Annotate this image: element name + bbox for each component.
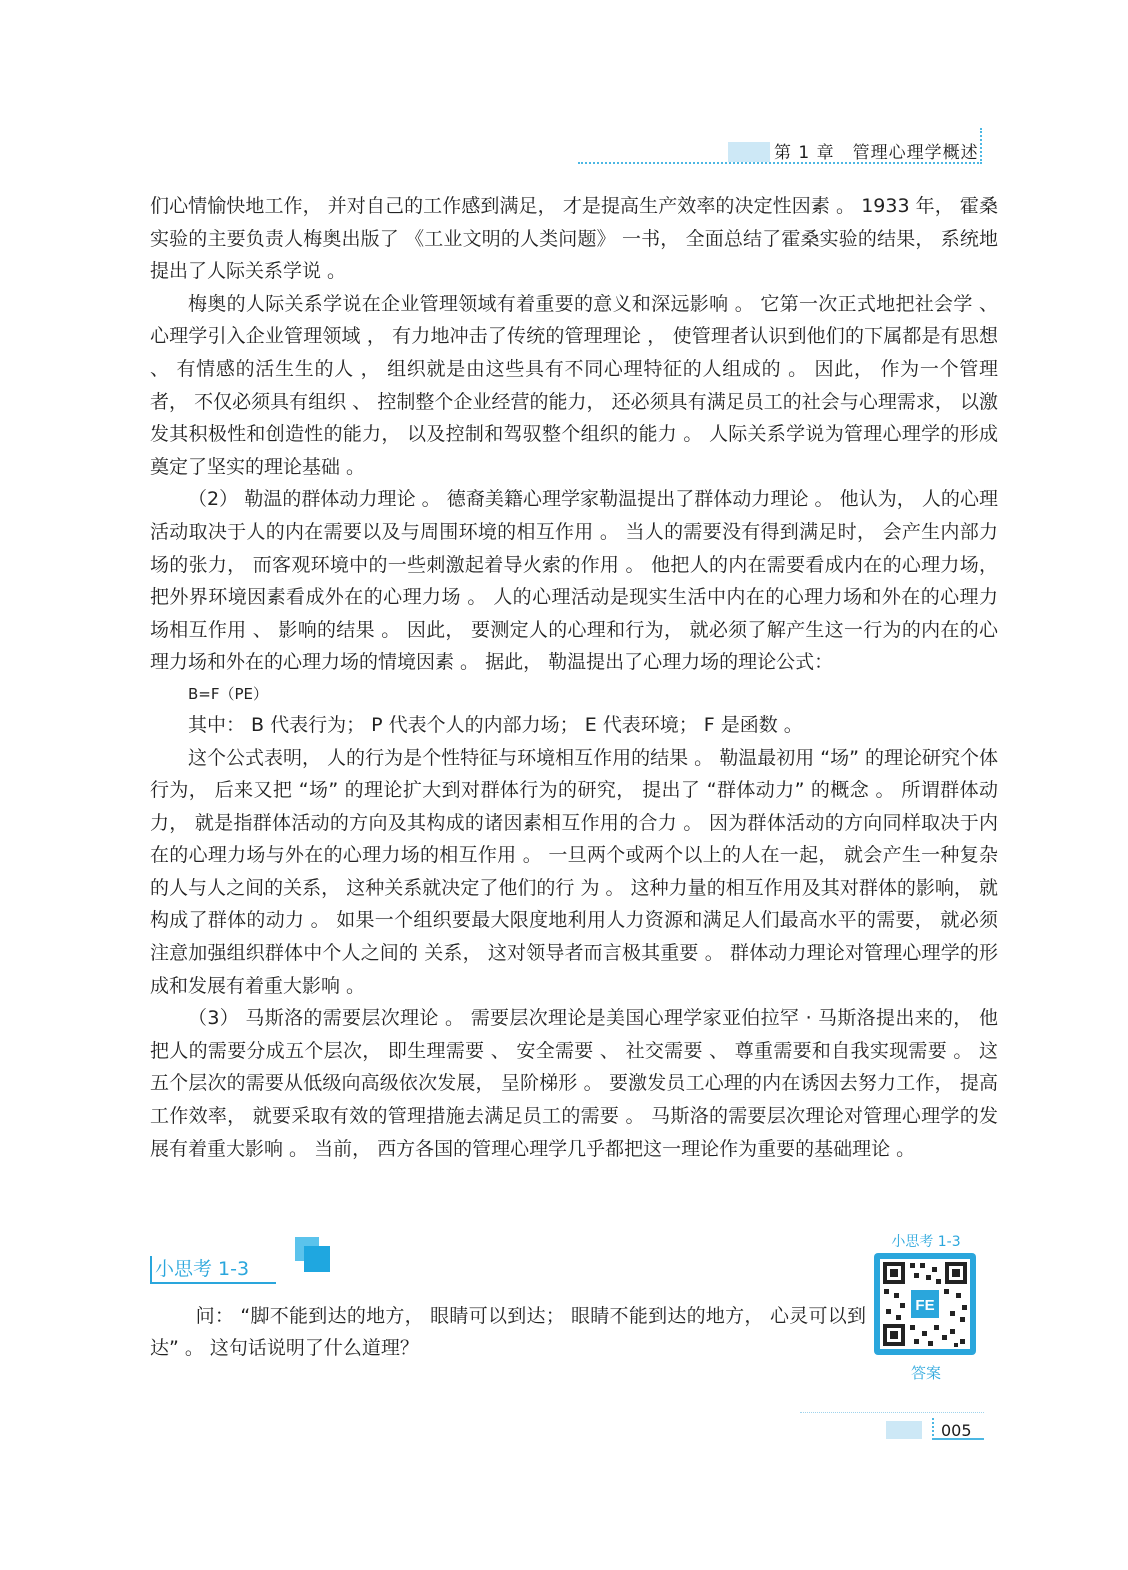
body-text xyxy=(150,190,998,1165)
footer-underline xyxy=(932,1438,984,1440)
page-footer xyxy=(800,1412,984,1440)
qr-code-icon xyxy=(880,1259,970,1349)
footer-dotted-rule xyxy=(800,1412,984,1413)
question-text: 问： “脚不能到达的地方， 眼睛可以到达； 眼睛不能到达的地方， 心灵可以到达” 。 这句话说明了什么道理？ xyxy=(150,1305,866,1359)
paragraph: 梅奥的人际关系学说在企业管理领域有着重要的意义和深远影响 。 它第一次正式地把社会学 、 心理学引入企业管理领域 ， 有力地冲击了传统的管理理论 ， 使管理者认识到他们的下属都是有思想 、 有情感的活生生的人 ， 组织就是由这些具有不同心理特征的人组成的 。 因此， 作为一个管理者， 不仅必须具有组织 、 控制整个企业经营的能力， 还必须具有满足员工的社会与心理需求， 以激发其积极性和创造性的能力， 以及控制和驾驭整个组织的能力 。 人际关系学说为管理心理学的形成奠定了坚实的理论基础 。 xyxy=(150,292,998,478)
label-left-rule xyxy=(150,1256,152,1284)
decor-square-dark xyxy=(304,1246,330,1272)
qr-logo: FE xyxy=(915,1297,935,1314)
qr-code[interactable] xyxy=(874,1253,976,1355)
footer-accent-bar xyxy=(886,1421,922,1439)
chapter-title: 第 1 章 管理心理学概述 xyxy=(774,143,979,163)
header-dotted-rule xyxy=(578,162,982,164)
footer-dotted-edge xyxy=(932,1418,934,1440)
header-dotted-edge xyxy=(980,128,982,164)
running-header xyxy=(578,128,982,164)
paragraph: 这个公式表明， 人的行为是个性特征与环境相互作用的结果 。 勒温最初用 “场” 的理论研究个体行为， 后来又把 “场” 的理论扩大到对群体行为的研究， 提出了 “群体动力” 的概念 。 所谓群体动力， 就是指群体活动的方向及其构成的诸因素相互作用的合力 。 因为群体活动的方向同样取决于内在的心理力场与外在的心理力场的相互作用 。 一旦两个或两个以上的人在一起， 就会产生一种复杂的人与人之间的关系， 这种关系就决定了他们的行 为 。 这种力量的相互作用及其对群体的影响， 就构成了群体的动力 。 如果一个组织要最大限度地利用人力资源和满足人们最高水平的需要， 就必须注意加强组织群体中个人之间的 关系， 这对领导者而言极其重要 。 群体动力理论对管理心理学的形成和发展有着重大影响 。 xyxy=(150,746,998,997)
thinking-box-label xyxy=(150,1250,276,1284)
label-bottom-rule xyxy=(150,1282,276,1284)
qr-caption: 小思考 1-3 xyxy=(891,1234,961,1250)
paragraph: 们心情愉快地工作， 并对自己的工作感到满足， 才是提高生产效率的决定性因素 。 1933 年， 霍桑实验的主要负责人梅奥出版了 《工业文明的人类问题》 一书， 全面总结了霍桑实验的结果， 系统地提出了人际关系学说 。 xyxy=(150,195,998,283)
page-number: 005 xyxy=(941,1421,972,1440)
thinking-question xyxy=(150,1300,866,1364)
paragraph: （2） 勒温的群体动力理论 。 德裔美籍心理学家勒温提出了群体动力理论 。 他认为， 人的心理活动取决于人的内在需要以及与周围环境的相互作用 。 当人的需要没有得到满足时， 会产生内部力场的张力， 而客观环境中的一些刺激起着导火索的作用 。 他把人的内在需要看成内在的心理力场， 把外界环境因素看成外在的心理力场 。 人的心理活动是现实生活中内在的心理力场和外在的心理力场相互作用 、 影响的结果 。 因此， 要测定人的心理和行为， 就必须了解产生这一行为的内在的心理力场和外在的心理力场的情境因素 。 据此， 勒温提出了心理力场的理论公式： xyxy=(150,488,998,674)
paragraph: （3） 马斯洛的需要层次理论 。 需要层次理论是美国心理学家亚伯拉罕 · 马斯洛提出来的， 他把人的需要分成五个层次， 即生理需要 、 安全需要 、 社交需要 、 尊重需要和自我实现需要 。 这五个层次的需要从低级向高级依次发展， 呈阶梯形 。 要激发员工心理的内在诱因去努力工作， 提高工作效率， 就要采取有效的管理措施去满足员工的需要 。 马斯洛的需要层次理论对管理心理学的发展有着重大影响 。 当前， 西方各国的管理心理学几乎都把这一理论作为重要的基础理论 。 xyxy=(150,1007,998,1160)
formula: B=F（PE） xyxy=(188,684,269,703)
paragraph: 其中： B 代表行为； P 代表个人的内部力场； E 代表环境； F 是函数 。 xyxy=(188,713,803,736)
thinking-box-title: 小思考 1-3 xyxy=(155,1258,250,1280)
qr-answer-label: 答案 xyxy=(910,1364,941,1382)
header-accent-bar xyxy=(728,142,770,162)
